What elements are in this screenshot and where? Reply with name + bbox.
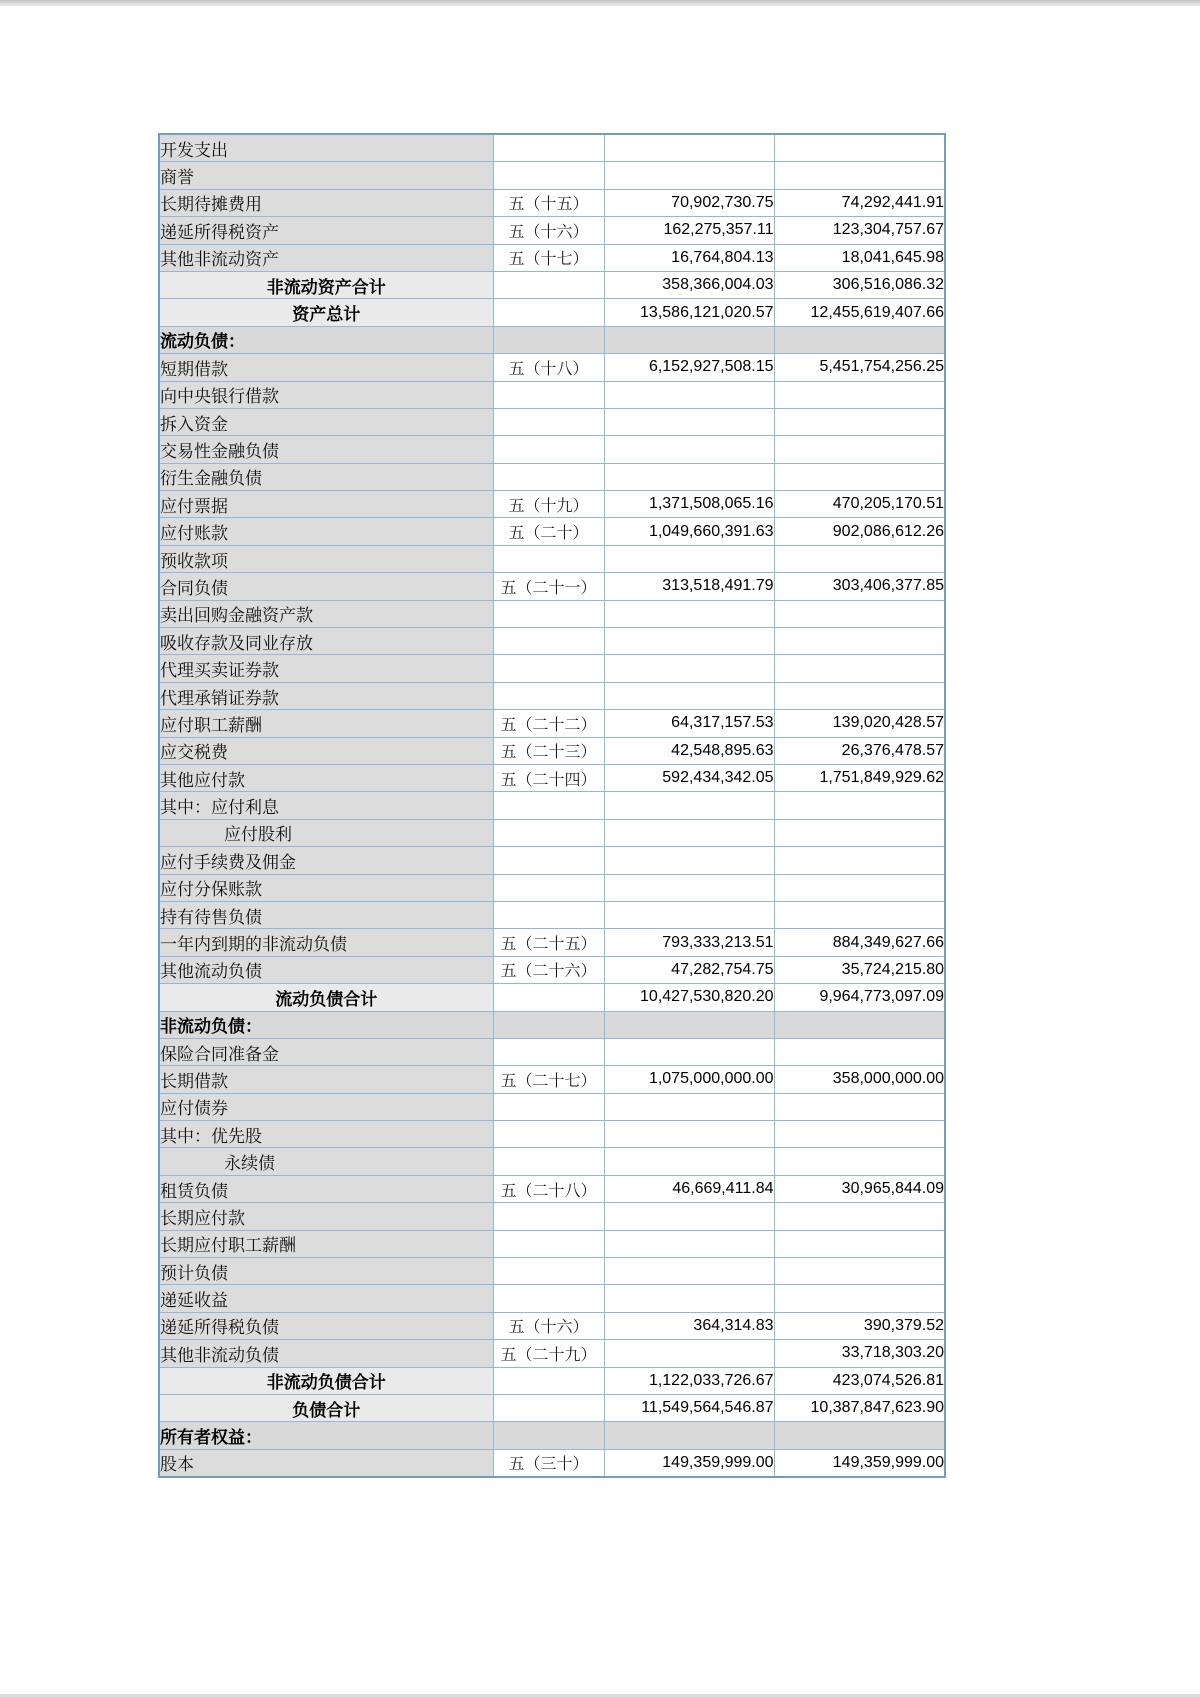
row-current-period-value	[604, 1093, 774, 1120]
row-current-period-value	[604, 134, 774, 162]
table-row	[159, 1285, 945, 1312]
row-note-reference	[493, 984, 604, 1011]
row-prior-period-value	[774, 1038, 945, 1065]
table-row	[159, 874, 945, 901]
row-note-reference: 五（二十五）	[493, 929, 604, 956]
table-row	[159, 189, 945, 216]
row-item-label: 递延所得税资产	[159, 217, 493, 244]
table-row	[159, 1038, 945, 1065]
row-prior-period-value	[774, 600, 945, 627]
row-current-period-value	[604, 1038, 774, 1065]
row-current-period-value: 793,333,213.51	[604, 929, 774, 956]
row-item-label: 其他非流动负债	[159, 1340, 493, 1367]
table-row	[159, 929, 945, 956]
table-row	[159, 134, 945, 162]
row-prior-period-value	[774, 408, 945, 435]
row-prior-period-value: 423,074,526.81	[774, 1367, 945, 1394]
row-note-reference	[493, 901, 604, 928]
row-current-period-value: 592,434,342.05	[604, 764, 774, 791]
row-current-period-value	[604, 1230, 774, 1257]
row-item-label: 开发支出	[159, 134, 493, 162]
row-item-label: 应付账款	[159, 518, 493, 545]
table-row	[159, 1312, 945, 1339]
row-note-reference	[493, 600, 604, 627]
row-current-period-value: 358,366,004.03	[604, 271, 774, 298]
row-current-period-value: 364,314.83	[604, 1312, 774, 1339]
row-current-period-value: 1,371,508,065.16	[604, 491, 774, 518]
row-item-label: 其中：优先股	[159, 1121, 493, 1148]
row-item-label: 交易性金融负债	[159, 436, 493, 463]
table-row	[159, 1093, 945, 1120]
row-note-reference: 五（十五）	[493, 189, 604, 216]
row-item-label: 非流动负债合计	[159, 1367, 493, 1394]
row-note-reference	[493, 792, 604, 819]
table-row	[159, 326, 945, 353]
row-item-label: 预收款项	[159, 545, 493, 572]
table-row	[159, 408, 945, 435]
row-prior-period-value	[774, 1203, 945, 1230]
row-prior-period-value	[774, 463, 945, 490]
row-item-label: 合同负债	[159, 573, 493, 600]
row-item-label: 递延收益	[159, 1285, 493, 1312]
row-item-label: 租赁负债	[159, 1175, 493, 1202]
table-row	[159, 764, 945, 791]
table-row	[159, 710, 945, 737]
row-item-label: 其他非流动资产	[159, 244, 493, 271]
row-note-reference	[493, 1011, 604, 1038]
row-prior-period-value: 33,718,303.20	[774, 1340, 945, 1367]
row-prior-period-value	[774, 655, 945, 682]
row-current-period-value: 162,275,357.11	[604, 217, 774, 244]
row-item-label: 流动负债合计	[159, 984, 493, 1011]
row-note-reference: 五（十八）	[493, 354, 604, 381]
row-current-period-value: 1,049,660,391.63	[604, 518, 774, 545]
row-current-period-value	[604, 1285, 774, 1312]
row-item-label: 长期应付款	[159, 1203, 493, 1230]
row-note-reference: 五（十九）	[493, 491, 604, 518]
row-note-reference	[493, 1394, 604, 1421]
row-current-period-value: 6,152,927,508.15	[604, 354, 774, 381]
row-prior-period-value	[774, 1093, 945, 1120]
row-note-reference	[493, 1285, 604, 1312]
row-note-reference	[493, 1367, 604, 1394]
row-item-label: 保险合同准备金	[159, 1038, 493, 1065]
row-prior-period-value: 884,349,627.66	[774, 929, 945, 956]
row-note-reference	[493, 655, 604, 682]
table-row	[159, 299, 945, 326]
table-row	[159, 1066, 945, 1093]
row-note-reference	[493, 134, 604, 162]
table-row	[159, 463, 945, 490]
row-item-label: 资产总计	[159, 299, 493, 326]
row-item-label: 应付股利	[159, 819, 493, 846]
row-prior-period-value	[774, 901, 945, 928]
row-item-label: 股本	[159, 1449, 493, 1477]
row-current-period-value	[604, 1258, 774, 1285]
row-prior-period-value	[774, 1230, 945, 1257]
row-current-period-value	[604, 819, 774, 846]
row-note-reference	[493, 847, 604, 874]
row-note-reference: 五（二十四）	[493, 764, 604, 791]
row-prior-period-value: 303,406,377.85	[774, 573, 945, 600]
row-current-period-value: 313,518,491.79	[604, 573, 774, 600]
row-current-period-value	[604, 792, 774, 819]
row-note-reference: 五（二十一）	[493, 573, 604, 600]
row-current-period-value	[604, 655, 774, 682]
row-note-reference: 五（二十六）	[493, 956, 604, 983]
row-note-reference	[493, 326, 604, 353]
table-row	[159, 1203, 945, 1230]
table-row	[159, 354, 945, 381]
row-current-period-value: 1,122,033,726.67	[604, 1367, 774, 1394]
row-current-period-value: 47,282,754.75	[604, 956, 774, 983]
row-current-period-value	[604, 628, 774, 655]
row-current-period-value	[604, 545, 774, 572]
row-note-reference: 五（二十七）	[493, 1066, 604, 1093]
row-prior-period-value	[774, 792, 945, 819]
row-prior-period-value	[774, 628, 945, 655]
row-item-label: 应付手续费及佣金	[159, 847, 493, 874]
table-row	[159, 1394, 945, 1421]
row-prior-period-value: 12,455,619,407.66	[774, 299, 945, 326]
row-current-period-value	[604, 381, 774, 408]
row-prior-period-value: 358,000,000.00	[774, 1066, 945, 1093]
row-current-period-value	[604, 1203, 774, 1230]
row-note-reference	[493, 408, 604, 435]
row-prior-period-value	[774, 436, 945, 463]
row-item-label: 短期借款	[159, 354, 493, 381]
row-prior-period-value	[774, 326, 945, 353]
row-current-period-value: 46,669,411.84	[604, 1175, 774, 1202]
row-note-reference	[493, 1148, 604, 1175]
table-row	[159, 518, 945, 545]
row-prior-period-value: 1,751,849,929.62	[774, 764, 945, 791]
table-row	[159, 1367, 945, 1394]
row-item-label: 其中：应付利息	[159, 792, 493, 819]
row-note-reference	[493, 1121, 604, 1148]
row-item-label: 拆入资金	[159, 408, 493, 435]
row-prior-period-value	[774, 1148, 945, 1175]
row-prior-period-value	[774, 162, 945, 189]
table-row	[159, 244, 945, 271]
row-prior-period-value	[774, 1121, 945, 1148]
row-item-label: 应交税费	[159, 737, 493, 764]
row-current-period-value: 13,586,121,020.57	[604, 299, 774, 326]
row-current-period-value	[604, 847, 774, 874]
table-row	[159, 655, 945, 682]
row-item-label: 衍生金融负债	[159, 463, 493, 490]
row-prior-period-value	[774, 682, 945, 709]
row-note-reference	[493, 819, 604, 846]
row-prior-period-value	[774, 1011, 945, 1038]
table-row	[159, 491, 945, 518]
row-current-period-value	[604, 1121, 774, 1148]
row-item-label: 应付债券	[159, 1093, 493, 1120]
row-item-label: 预计负债	[159, 1258, 493, 1285]
table-row	[159, 1148, 945, 1175]
row-note-reference	[493, 299, 604, 326]
row-prior-period-value: 5,451,754,256.25	[774, 354, 945, 381]
row-current-period-value: 64,317,157.53	[604, 710, 774, 737]
row-note-reference	[493, 545, 604, 572]
row-current-period-value	[604, 600, 774, 627]
table-row	[159, 1449, 945, 1477]
row-item-label: 应付分保账款	[159, 874, 493, 901]
row-prior-period-value: 35,724,215.80	[774, 956, 945, 983]
row-prior-period-value	[774, 847, 945, 874]
row-prior-period-value: 9,964,773,097.09	[774, 984, 945, 1011]
row-current-period-value: 70,902,730.75	[604, 189, 774, 216]
table-row	[159, 545, 945, 572]
row-item-label: 卖出回购金融资产款	[159, 600, 493, 627]
table-row	[159, 600, 945, 627]
row-item-label: 递延所得税负债	[159, 1312, 493, 1339]
row-item-label: 其他应付款	[159, 764, 493, 791]
row-prior-period-value: 306,516,086.32	[774, 271, 945, 298]
row-note-reference	[493, 1258, 604, 1285]
row-note-reference	[493, 1093, 604, 1120]
row-note-reference	[493, 1203, 604, 1230]
row-current-period-value	[604, 408, 774, 435]
row-note-reference: 五（二十三）	[493, 737, 604, 764]
row-item-label: 代理买卖证券款	[159, 655, 493, 682]
row-current-period-value	[604, 682, 774, 709]
row-current-period-value: 10,427,530,820.20	[604, 984, 774, 1011]
table-row	[159, 792, 945, 819]
table-row	[159, 1340, 945, 1367]
table-row	[159, 573, 945, 600]
row-current-period-value	[604, 1340, 774, 1367]
table-row	[159, 1121, 945, 1148]
balance-sheet-table	[158, 133, 946, 1478]
row-prior-period-value	[774, 1258, 945, 1285]
row-prior-period-value: 149,359,999.00	[774, 1449, 945, 1477]
table-row	[159, 1011, 945, 1038]
page-top-edge	[0, 0, 1200, 6]
table-row	[159, 847, 945, 874]
row-note-reference: 五（二十八）	[493, 1175, 604, 1202]
row-current-period-value	[604, 436, 774, 463]
row-note-reference	[493, 682, 604, 709]
row-note-reference	[493, 874, 604, 901]
row-current-period-value	[604, 326, 774, 353]
row-item-label: 其他流动负债	[159, 956, 493, 983]
row-item-label: 持有待售负债	[159, 901, 493, 928]
row-note-reference: 五（二十）	[493, 518, 604, 545]
row-prior-period-value	[774, 134, 945, 162]
row-note-reference	[493, 381, 604, 408]
row-note-reference	[493, 1230, 604, 1257]
row-note-reference	[493, 463, 604, 490]
table-row	[159, 1422, 945, 1449]
row-note-reference: 五（二十二）	[493, 710, 604, 737]
row-current-period-value	[604, 901, 774, 928]
row-item-label: 所有者权益：	[159, 1422, 493, 1449]
table-row	[159, 737, 945, 764]
row-prior-period-value: 139,020,428.57	[774, 710, 945, 737]
table-row	[159, 1258, 945, 1285]
row-note-reference	[493, 1422, 604, 1449]
row-prior-period-value	[774, 1422, 945, 1449]
table-row	[159, 956, 945, 983]
row-note-reference: 五（二十九）	[493, 1340, 604, 1367]
row-note-reference: 五（十七）	[493, 244, 604, 271]
row-item-label: 非流动负债：	[159, 1011, 493, 1038]
row-current-period-value: 1,075,000,000.00	[604, 1066, 774, 1093]
row-prior-period-value: 390,379.52	[774, 1312, 945, 1339]
table-row	[159, 271, 945, 298]
table-row	[159, 819, 945, 846]
row-item-label: 流动负债：	[159, 326, 493, 353]
table-row	[159, 901, 945, 928]
row-item-label: 长期应付职工薪酬	[159, 1230, 493, 1257]
row-prior-period-value: 902,086,612.26	[774, 518, 945, 545]
table-row	[159, 1175, 945, 1202]
row-item-label: 向中央银行借款	[159, 381, 493, 408]
row-prior-period-value: 123,304,757.67	[774, 217, 945, 244]
row-prior-period-value: 30,965,844.09	[774, 1175, 945, 1202]
table-row	[159, 628, 945, 655]
row-prior-period-value: 470,205,170.51	[774, 491, 945, 518]
row-current-period-value	[604, 463, 774, 490]
row-prior-period-value	[774, 874, 945, 901]
row-note-reference	[493, 436, 604, 463]
row-item-label: 一年内到期的非流动负债	[159, 929, 493, 956]
table-row	[159, 162, 945, 189]
row-note-reference	[493, 162, 604, 189]
row-item-label: 商誉	[159, 162, 493, 189]
row-prior-period-value	[774, 1285, 945, 1312]
row-current-period-value: 149,359,999.00	[604, 1449, 774, 1477]
table-row	[159, 984, 945, 1011]
row-note-reference: 五（十六）	[493, 1312, 604, 1339]
row-item-label: 负债合计	[159, 1394, 493, 1421]
row-current-period-value	[604, 1011, 774, 1038]
table-row	[159, 217, 945, 244]
table-row	[159, 1230, 945, 1257]
row-current-period-value: 11,549,564,546.87	[604, 1394, 774, 1421]
row-current-period-value	[604, 1148, 774, 1175]
row-item-label: 长期待摊费用	[159, 189, 493, 216]
row-note-reference: 五（十六）	[493, 217, 604, 244]
row-prior-period-value: 74,292,441.91	[774, 189, 945, 216]
table-row	[159, 436, 945, 463]
row-prior-period-value	[774, 381, 945, 408]
row-prior-period-value: 10,387,847,623.90	[774, 1394, 945, 1421]
table-row	[159, 381, 945, 408]
row-note-reference	[493, 271, 604, 298]
row-note-reference: 五（三十）	[493, 1449, 604, 1477]
row-item-label: 应付票据	[159, 491, 493, 518]
row-current-period-value	[604, 1422, 774, 1449]
row-item-label: 吸收存款及同业存放	[159, 628, 493, 655]
row-current-period-value: 16,764,804.13	[604, 244, 774, 271]
row-item-label: 永续债	[159, 1148, 493, 1175]
table-row	[159, 682, 945, 709]
row-note-reference	[493, 628, 604, 655]
row-note-reference	[493, 1038, 604, 1065]
row-prior-period-value	[774, 819, 945, 846]
row-current-period-value	[604, 162, 774, 189]
row-prior-period-value: 18,041,645.98	[774, 244, 945, 271]
row-item-label: 代理承销证券款	[159, 682, 493, 709]
row-current-period-value: 42,548,895.63	[604, 737, 774, 764]
row-item-label: 应付职工薪酬	[159, 710, 493, 737]
row-item-label: 非流动资产合计	[159, 271, 493, 298]
row-prior-period-value	[774, 545, 945, 572]
row-current-period-value	[604, 874, 774, 901]
row-item-label: 长期借款	[159, 1066, 493, 1093]
row-prior-period-value: 26,376,478.57	[774, 737, 945, 764]
